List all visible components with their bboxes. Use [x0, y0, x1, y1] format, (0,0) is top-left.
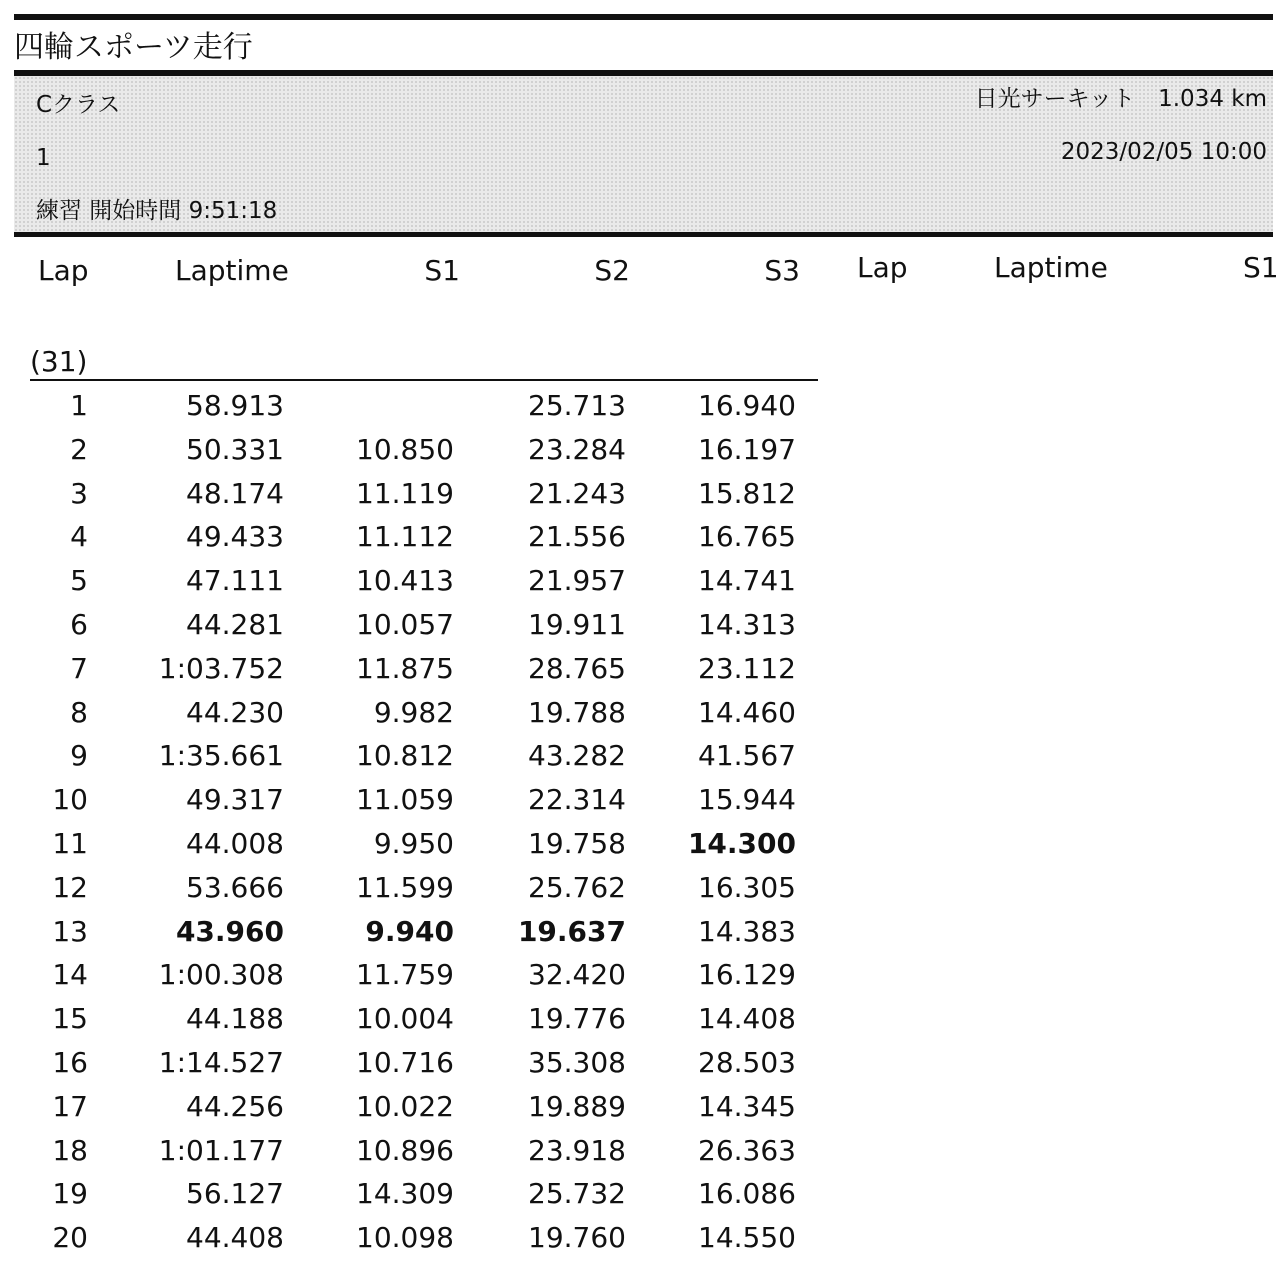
laptime-cell: 44.188: [186, 1002, 284, 1036]
laptime-cell: 1:35.661: [158, 739, 284, 773]
sector3-cell: 16.765: [698, 520, 796, 554]
session-datetime: 2023/02/05 10:00: [1060, 139, 1267, 165]
table-row: [0, 822, 830, 866]
lap-number: 7: [70, 651, 88, 685]
sector3-cell: 14.313: [698, 607, 796, 641]
lap-number: 12: [52, 870, 88, 904]
table-row: [0, 910, 830, 954]
column-header-lap-continued: Lap: [857, 251, 908, 284]
table-row: [0, 1041, 830, 1085]
table-row: [0, 1085, 830, 1129]
sector1-cell: 11.119: [356, 476, 454, 510]
column-header-lap: Lap: [38, 254, 89, 287]
sector3-cell: 16.197: [698, 432, 796, 466]
laptime-cell: 47.111: [186, 564, 284, 598]
lap-number: 6: [70, 607, 88, 641]
sector1-cell: 10.896: [356, 1133, 454, 1167]
sector1-cell: 11.875: [356, 651, 454, 685]
table-row: [0, 953, 830, 997]
session-label: 練習 開始時間 9:51:18: [36, 198, 278, 224]
column-header-s2: S2: [594, 254, 630, 287]
sector2-cell: 19.911: [528, 607, 626, 641]
table-row: [0, 1129, 830, 1173]
lap-number: 9: [70, 739, 88, 773]
sector2-cell: 21.243: [528, 476, 626, 510]
group-rule: [30, 379, 818, 381]
sector2-cell: 35.308: [528, 1045, 626, 1079]
lap-table-body: [0, 384, 830, 1260]
sector3-cell: 41.567: [698, 739, 796, 773]
sector1-cell: 10.098: [356, 1221, 454, 1255]
sector1-cell: 11.599: [356, 870, 454, 904]
sector1-cell: 14.309: [356, 1177, 454, 1211]
sector2-cell: 32.420: [528, 958, 626, 992]
table-row: [0, 384, 830, 428]
laptime-cell: 43.960: [175, 914, 284, 948]
sector3-cell: 14.460: [698, 695, 796, 729]
sector2-cell: 19.637: [517, 914, 626, 948]
lap-number: 1: [70, 389, 88, 422]
class-name: Cクラス: [36, 92, 121, 118]
sector2-cell: 23.284: [528, 432, 626, 466]
sector2-cell: 19.758: [528, 826, 626, 860]
table-row: [0, 647, 830, 691]
laptime-cell: 1:01.177: [158, 1133, 284, 1167]
sector3-cell: 15.812: [698, 476, 796, 510]
table-row: [0, 734, 830, 778]
table-row: [0, 1172, 830, 1216]
column-header-s1: S1: [424, 254, 460, 287]
sector1-cell: 10.716: [356, 1045, 454, 1079]
laptime-cell: 1:03.752: [158, 651, 284, 685]
sector2-cell: 43.282: [528, 739, 626, 773]
lap-number: 5: [70, 564, 88, 598]
table-row: [0, 472, 830, 516]
sector3-cell: 15.944: [698, 783, 796, 817]
sector1-cell: 10.004: [356, 1002, 454, 1036]
sector2-cell: 25.732: [528, 1177, 626, 1211]
sector2-cell: 19.776: [528, 1002, 626, 1036]
laptime-cell: 49.433: [186, 520, 284, 554]
sector1-cell: 10.812: [356, 739, 454, 773]
laptime-cell: 44.230: [186, 695, 284, 729]
lap-number: 8: [70, 695, 88, 729]
table-row: [0, 428, 830, 472]
sector2-cell: 22.314: [528, 783, 626, 817]
sector3-cell: 14.741: [698, 564, 796, 598]
top-rule: [14, 14, 1273, 20]
lap-number: 3: [70, 476, 88, 510]
lap-number: 16: [52, 1045, 88, 1079]
table-row: [0, 778, 830, 822]
sector3-cell: 14.550: [698, 1221, 796, 1255]
header-rule: [14, 232, 1273, 237]
laptime-cell: 44.256: [186, 1089, 284, 1123]
sector2-cell: 19.889: [528, 1089, 626, 1123]
sector1-cell: 11.759: [356, 958, 454, 992]
column-header-laptime: Laptime: [175, 254, 289, 287]
table-row: [0, 603, 830, 647]
laptime-cell: 56.127: [186, 1177, 284, 1211]
table-row: [0, 866, 830, 910]
sector2-cell: 25.713: [528, 389, 626, 422]
table-row: [0, 997, 830, 1041]
sector3-cell: 14.345: [698, 1089, 796, 1123]
sector1-cell: 9.940: [365, 914, 454, 948]
group-label: (31): [30, 345, 88, 378]
column-header-s1-continued: S1: [1243, 251, 1279, 284]
sector3-cell: 16.129: [698, 958, 796, 992]
sector3-cell: 28.503: [698, 1045, 796, 1079]
laptime-cell: 50.331: [186, 432, 284, 466]
lap-number: 20: [52, 1221, 88, 1255]
lap-number: 13: [52, 914, 88, 948]
laptime-cell: 58.913: [186, 389, 284, 422]
sector2-cell: 19.788: [528, 695, 626, 729]
sector1-cell: 10.022: [356, 1089, 454, 1123]
sector3-cell: 14.300: [687, 826, 796, 860]
sector3-cell: 16.086: [698, 1177, 796, 1211]
sector3-cell: 14.383: [698, 914, 796, 948]
lap-number: 17: [52, 1089, 88, 1123]
lap-number: 15: [52, 1002, 88, 1036]
laptime-cell: 1:00.308: [158, 958, 284, 992]
laptime-cell: 44.008: [186, 826, 284, 860]
laptime-cell: 1:14.527: [158, 1045, 284, 1079]
circuit-info: 日光サーキット 1.034 km: [974, 86, 1267, 112]
sector2-cell: 28.765: [528, 651, 626, 685]
sector3-cell: 26.363: [698, 1133, 796, 1167]
sector1-cell: 9.982: [373, 695, 454, 729]
page-title: 四輪スポーツ走行: [14, 30, 253, 65]
sector1-cell: 10.850: [356, 432, 454, 466]
lap-number: 14: [52, 958, 88, 992]
sector1-cell: 11.112: [356, 520, 454, 554]
lap-number: 18: [52, 1133, 88, 1167]
sector3-cell: 23.112: [698, 651, 796, 685]
lap-number: 10: [52, 783, 88, 817]
sector3-cell: 16.305: [698, 870, 796, 904]
sector1-cell: 10.413: [356, 564, 454, 598]
sector1-cell: 10.057: [356, 607, 454, 641]
sector1-cell: 11.059: [356, 783, 454, 817]
column-header-s3: S3: [764, 254, 800, 287]
table-row: [0, 1216, 830, 1260]
column-header-laptime-continued: Laptime: [994, 251, 1108, 284]
sector2-cell: 25.762: [528, 870, 626, 904]
laptime-cell: 44.408: [186, 1221, 284, 1255]
table-row: [0, 515, 830, 559]
lap-number: 4: [70, 520, 88, 554]
sector1-cell: 9.950: [373, 826, 454, 860]
laptime-cell: 44.281: [186, 607, 284, 641]
laptime-cell: 48.174: [186, 476, 284, 510]
sector2-cell: 19.760: [528, 1221, 626, 1255]
lap-number: 11: [52, 826, 88, 860]
laptime-cell: 49.317: [186, 783, 284, 817]
table-row: [0, 559, 830, 603]
sector2-cell: 23.918: [528, 1133, 626, 1167]
lap-number: 19: [52, 1177, 88, 1211]
lap-number: 2: [70, 432, 88, 466]
sector2-cell: 21.957: [528, 564, 626, 598]
sector3-cell: 16.940: [698, 389, 796, 422]
sector2-cell: 21.556: [528, 520, 626, 554]
table-row: [0, 691, 830, 735]
laptime-cell: 53.666: [186, 870, 284, 904]
sector3-cell: 14.408: [698, 1002, 796, 1036]
heat-number: 1: [36, 145, 51, 171]
